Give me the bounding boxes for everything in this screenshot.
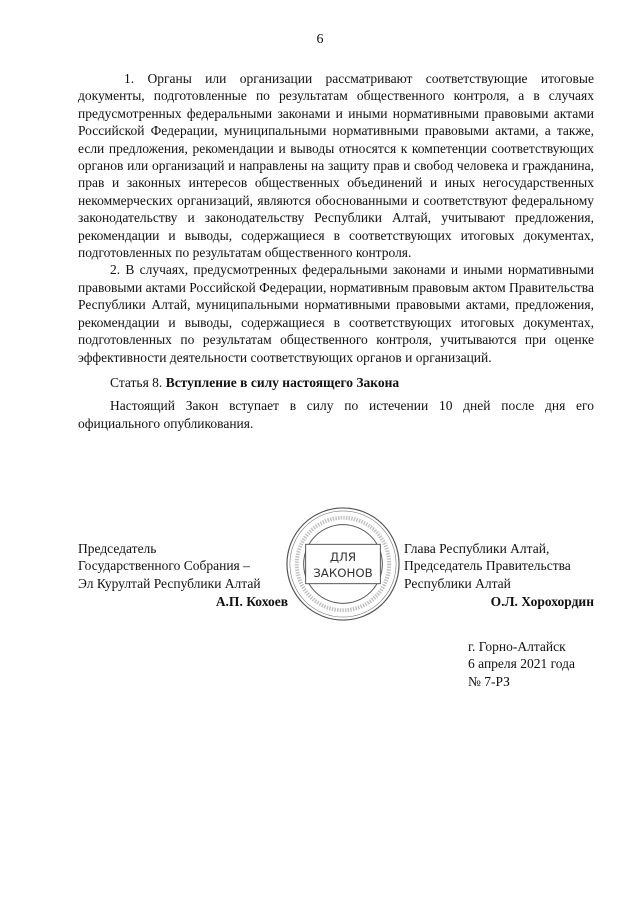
seal-text-line2: ЗАКОНОВ (313, 565, 373, 580)
page-number: 6 (316, 32, 324, 47)
paragraph-2: 2. В случаях, предусмотренных федеральными законами и иными нормативными правовыми актами Российской Федерации, нормативным правовым актом Правительства Республики Алтай, муниципальными нормативными правовыми актами, предложения, рекомендации и выводы, содержащиеся в соответствующих итоговых документах, подготовленных по результатам общественного контроля, учитываются при оценке эффективности деятельности соответствующих органов и организаций. (78, 262, 594, 365)
paragraph-1: 1. Органы или организации рассматривают соответствующие итоговые документы, подготовленные по результатам общественного контроля, а в случаях предусмотренных федеральными законами и иными нормативными правовыми актами Российской Федерации, муниципальными нормативными правовыми актами, а также, если предложения, рекомендации и выводы относятся к компетенции соответствующих органов или организаций и направлены на защиту прав и свобод человека и гражданина, прав и законных интересов общественных объединений и иных негосударственных некоммерческих организаций, являются обоснованными и соответствуют федеральному законодательству и законодательству Республики Алтай, учитывают предложения, рекомендации и выводы, содержащиеся в соответствующих итоговых документах, подготовленных по результатам общественного контроля. (78, 71, 594, 261)
article-heading (78, 374, 594, 391)
law-number: № 7-РЗ (468, 673, 510, 689)
signature-left (78, 540, 288, 611)
article-title: Вступление в силу настоящего Закона (165, 374, 400, 390)
signature-left-line1: Председатель (78, 541, 157, 556)
signature-right-line3: Республики Алтай (404, 575, 511, 591)
article-prefix: Статья 8. (110, 374, 166, 390)
signature-right-line1: Глава Республики Алтай, (404, 541, 550, 556)
seal-text-line1: ДЛЯ (329, 550, 357, 565)
article-text: Настоящий Закон вступает в силу по истечении 10 дней после дня его официального опубликования. (78, 398, 594, 431)
seal-stamp (284, 505, 402, 623)
signature-left-name: А.П. Кохоев (215, 594, 288, 610)
city: г. Горно-Алтайск (468, 639, 566, 654)
place-date-block (468, 638, 575, 690)
signature-left-line2: Государственного Собрания – (78, 558, 250, 574)
document-body (78, 70, 594, 432)
signature-right-line2: Председатель Правительства (404, 558, 571, 574)
date: 6 апреля 2021 года (468, 656, 576, 672)
signature-right-name: О.Л. Хорохордин (490, 594, 594, 610)
signature-left-line3: Эл Курултай Республики Алтай (78, 575, 261, 591)
signature-right (404, 540, 594, 611)
